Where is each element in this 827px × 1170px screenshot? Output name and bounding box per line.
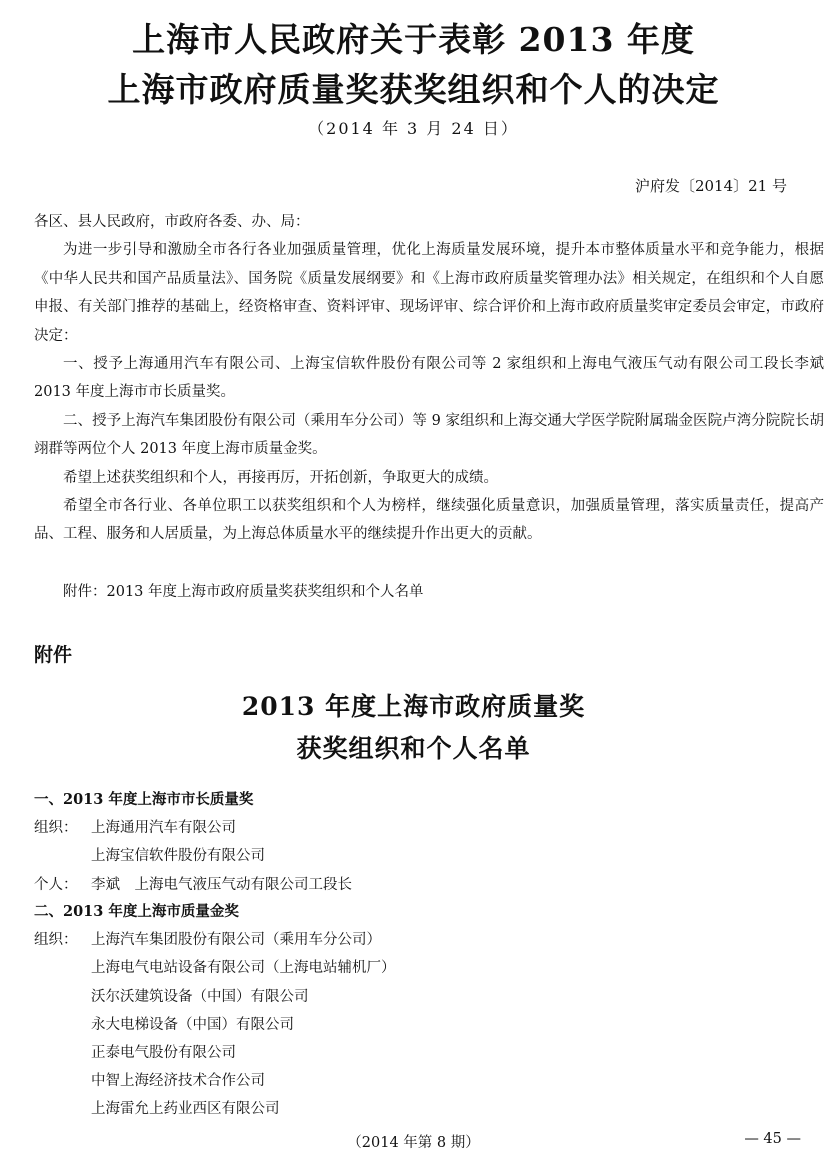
list-item bbox=[34, 814, 814, 842]
body-paragraph-2: 一、授予上海通用汽车有限公司、上海宝信软件股份有限公司等 2 家组织和上海电气液压气动有限公司工段长李斌 2013 年度上海市市长质量奖。 bbox=[34, 356, 824, 401]
document-title-line2: 上海市政府质量奖获奖组织和个人的决定 bbox=[107, 70, 720, 109]
section-title: 二、2013 年度上海市质量金奖 bbox=[34, 903, 239, 920]
award-section-mayor bbox=[34, 786, 814, 899]
list-item bbox=[34, 842, 814, 870]
list-item bbox=[34, 954, 814, 982]
list-item bbox=[34, 1095, 814, 1123]
org-name: 永大电梯设备（中国）有限公司 bbox=[91, 1016, 294, 1033]
list-item bbox=[34, 1011, 814, 1039]
org-name: 上海雷允上药业西区有限公司 bbox=[91, 1101, 280, 1118]
document-date: （2014 年 3 月 24 日） bbox=[308, 119, 519, 138]
org-name: 中智上海经济技术合作公司 bbox=[91, 1073, 265, 1090]
person-name: 李斌 上海电气液压气动有限公司工段长 bbox=[91, 876, 352, 893]
body-paragraph-3: 二、授予上海汽车集团股份有限公司（乘用车分公司）等 9 家组织和上海交通大学医学院附属瑞金医院卢湾分院院长胡翊群等两位个人 2013 年度上海市质量金奖。 bbox=[34, 412, 824, 458]
salutation: 各区、县人民政府，市政府各委、办、局： bbox=[34, 214, 310, 230]
attachment-title-line2: 获奖组织和个人名单 bbox=[296, 734, 531, 763]
list-item bbox=[34, 1039, 814, 1067]
body-paragraph-1: 为进一步引导和激励全市各行各业加强质量管理，优化上海质量发展环境，提升本市整体质量水平和竞争能力，根据《中华人民共和国产品质量法》、国务院《质量发展纲要》和《上海市政府质量奖管理办法》相关规定，在组织和个人自愿申报、有关部门推荐的基础上，经资格审查、资料评审、现场评审、综合评价和上海市政府质量奖审定委员会审定，市政府决定： bbox=[34, 242, 824, 344]
org-name: 上海通用汽车有限公司 bbox=[91, 820, 236, 837]
page-number: — 45 — bbox=[744, 1131, 801, 1147]
org-name: 上海宝信软件股份有限公司 bbox=[91, 848, 265, 865]
org-name: 上海汽车集团股份有限公司（乘用车分公司） bbox=[91, 932, 381, 949]
attachment-heading: 附件 bbox=[34, 644, 73, 666]
award-section-gold bbox=[34, 898, 814, 1124]
attachment-note: 附件：2013 年度上海市政府质量奖获奖组织和个人名单 bbox=[63, 584, 424, 600]
org-name: 上海电气电站设备有限公司（上海电站辅机厂） bbox=[91, 960, 396, 977]
list-item bbox=[34, 926, 814, 954]
body-paragraph-4: 希望上述获奖组织和个人，再接再厉，开拓创新，争取更大的成绩。 bbox=[63, 469, 498, 486]
org-name: 正泰电气股份有限公司 bbox=[91, 1045, 236, 1062]
org-label: 组织： bbox=[34, 932, 78, 949]
document-number: 沪府发〔2014〕21 号 bbox=[634, 177, 787, 195]
body-paragraph-5: 希望全市各行业、各单位职工以获奖组织和个人为榜样，继续强化质量意识，加强质量管理，落实质量责任，提高产品、工程、服务和人居质量，为上海总体质量水平的继续提升作出更大的贡献。 bbox=[34, 498, 824, 543]
list-item bbox=[34, 871, 814, 899]
section-title: 一、2013 年度上海市市长质量奖 bbox=[34, 791, 254, 808]
document-title-line1: 上海市人民政府关于表彰 2013 年度 bbox=[132, 20, 695, 59]
list-item bbox=[34, 1067, 814, 1095]
org-label: 组织： bbox=[34, 820, 78, 837]
issue-footer: （2014 年第 8 期） bbox=[347, 1135, 480, 1151]
org-name: 沃尔沃建筑设备（中国）有限公司 bbox=[91, 988, 309, 1005]
list-item bbox=[34, 983, 814, 1011]
document-body bbox=[34, 208, 824, 549]
person-label: 个人： bbox=[34, 876, 78, 893]
attachment-title-line1: 2013 年度上海市政府质量奖 bbox=[241, 692, 586, 721]
